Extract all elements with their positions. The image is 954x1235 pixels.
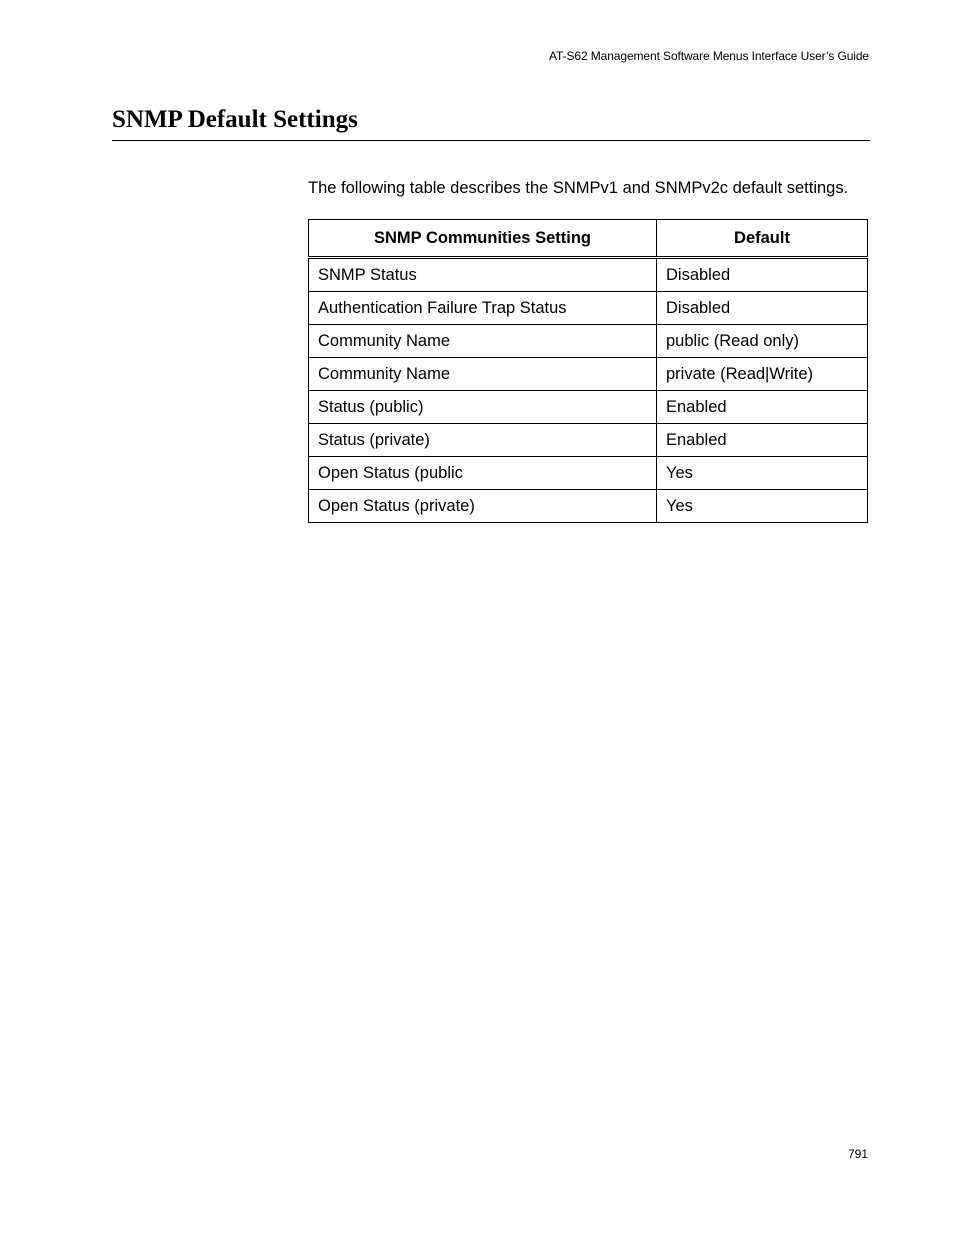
default-cell: Yes	[657, 457, 868, 490]
table-row	[309, 325, 868, 358]
table-row	[309, 490, 868, 523]
default-cell: public (Read only)	[657, 325, 868, 358]
table-row	[309, 424, 868, 457]
table-row	[309, 258, 868, 292]
column-header-setting: SNMP Communities Setting	[309, 220, 657, 258]
setting-cell: SNMP Status	[309, 258, 657, 292]
default-cell: Enabled	[657, 391, 868, 424]
default-cell: Enabled	[657, 424, 868, 457]
default-cell: Yes	[657, 490, 868, 523]
setting-cell: Open Status (private)	[309, 490, 657, 523]
default-cell: Disabled	[657, 258, 868, 292]
setting-cell: Community Name	[309, 358, 657, 391]
running-header: AT-S62 Management Software Menus Interface User’s Guide	[549, 49, 869, 63]
intro-paragraph: The following table describes the SNMPv1 and SNMPv2c default settings.	[308, 179, 849, 197]
table-header-row	[309, 220, 868, 258]
setting-cell: Status (private)	[309, 424, 657, 457]
page-title: SNMP Default Settings	[112, 106, 358, 133]
title-rule	[112, 140, 870, 141]
snmp-defaults-table	[308, 219, 868, 523]
page-number: 791	[847, 1147, 868, 1161]
column-header-default: Default	[657, 220, 868, 258]
table-row	[309, 457, 868, 490]
default-cell: Disabled	[657, 292, 868, 325]
default-cell: private (Read|Write)	[657, 358, 868, 391]
table-row	[309, 358, 868, 391]
setting-cell: Authentication Failure Trap Status	[309, 292, 657, 325]
setting-cell: Community Name	[309, 325, 657, 358]
setting-cell: Open Status (public	[309, 457, 657, 490]
table-row	[309, 391, 868, 424]
setting-cell: Status (public)	[309, 391, 657, 424]
table-row	[309, 292, 868, 325]
